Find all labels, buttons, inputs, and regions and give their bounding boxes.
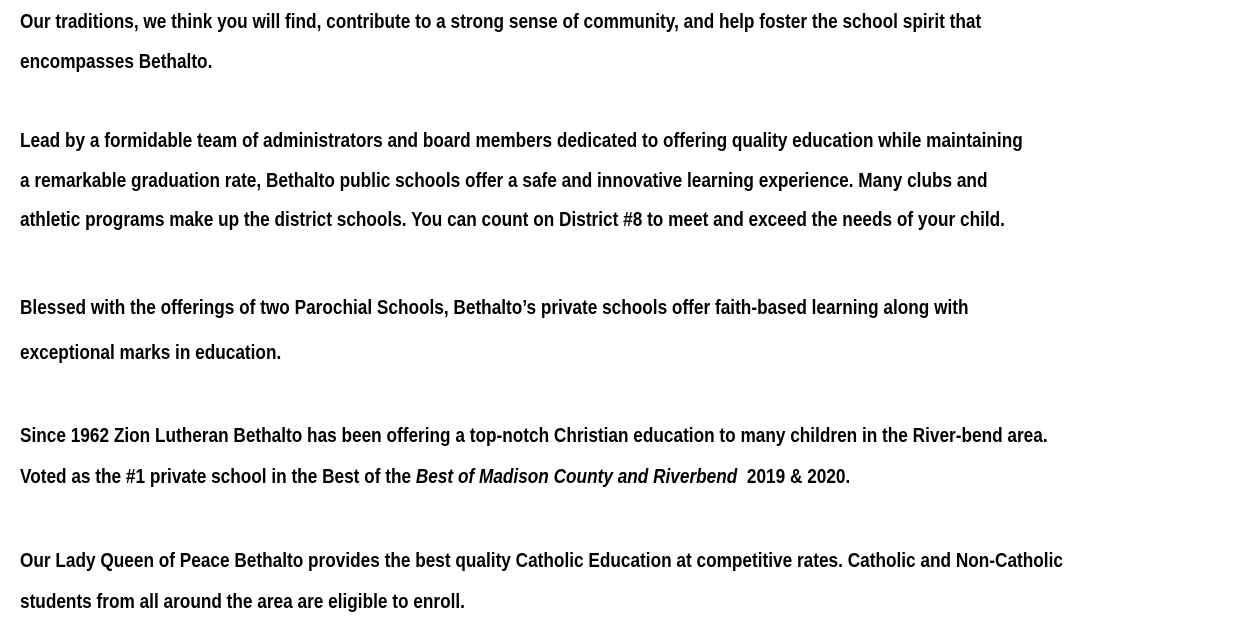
text-line: Our traditions, we think you will find, contribute to a strong sense of community, and help foster the school spirit that: [20, 10, 982, 33]
voted-prefix: Voted as the #1 private school in the Best of the: [20, 465, 416, 488]
best-of-title: Best of Madison County and Riverbend: [415, 465, 738, 488]
text-line: Lead by a formidable team of administrators and board members dedicated to offering quality education while maintaining: [20, 129, 1023, 152]
text-line: Our Lady Queen of Peace Bethalto provides the best quality Catholic Education at competitive rates. Catholic and Non-Catholic: [20, 549, 1063, 572]
text-line: Blessed with the offerings of two Parochial Schools, Bethalto’s private schools offer faith-based learning along with: [20, 296, 969, 319]
text-line: exceptional marks in education.: [20, 341, 282, 364]
text-line: students from all around the area are eligible to enroll.: [20, 590, 465, 613]
text-line: a remarkable graduation rate, Bethalto public schools offer a safe and innovative learning experience. Many clubs and: [20, 169, 988, 192]
text-line-voted: [20, 465, 850, 489]
text-line: encompasses Bethalto.: [20, 50, 213, 73]
voted-years: 2019 & 2020.: [737, 465, 851, 488]
text-line: Since 1962 Zion Lutheran Bethalto has been offering a top-notch Christian education to many children in the River-bend area.: [20, 424, 1048, 447]
text-line: athletic programs make up the district schools. You can count on District #8 to meet and exceed the needs of your child.: [20, 208, 1005, 231]
